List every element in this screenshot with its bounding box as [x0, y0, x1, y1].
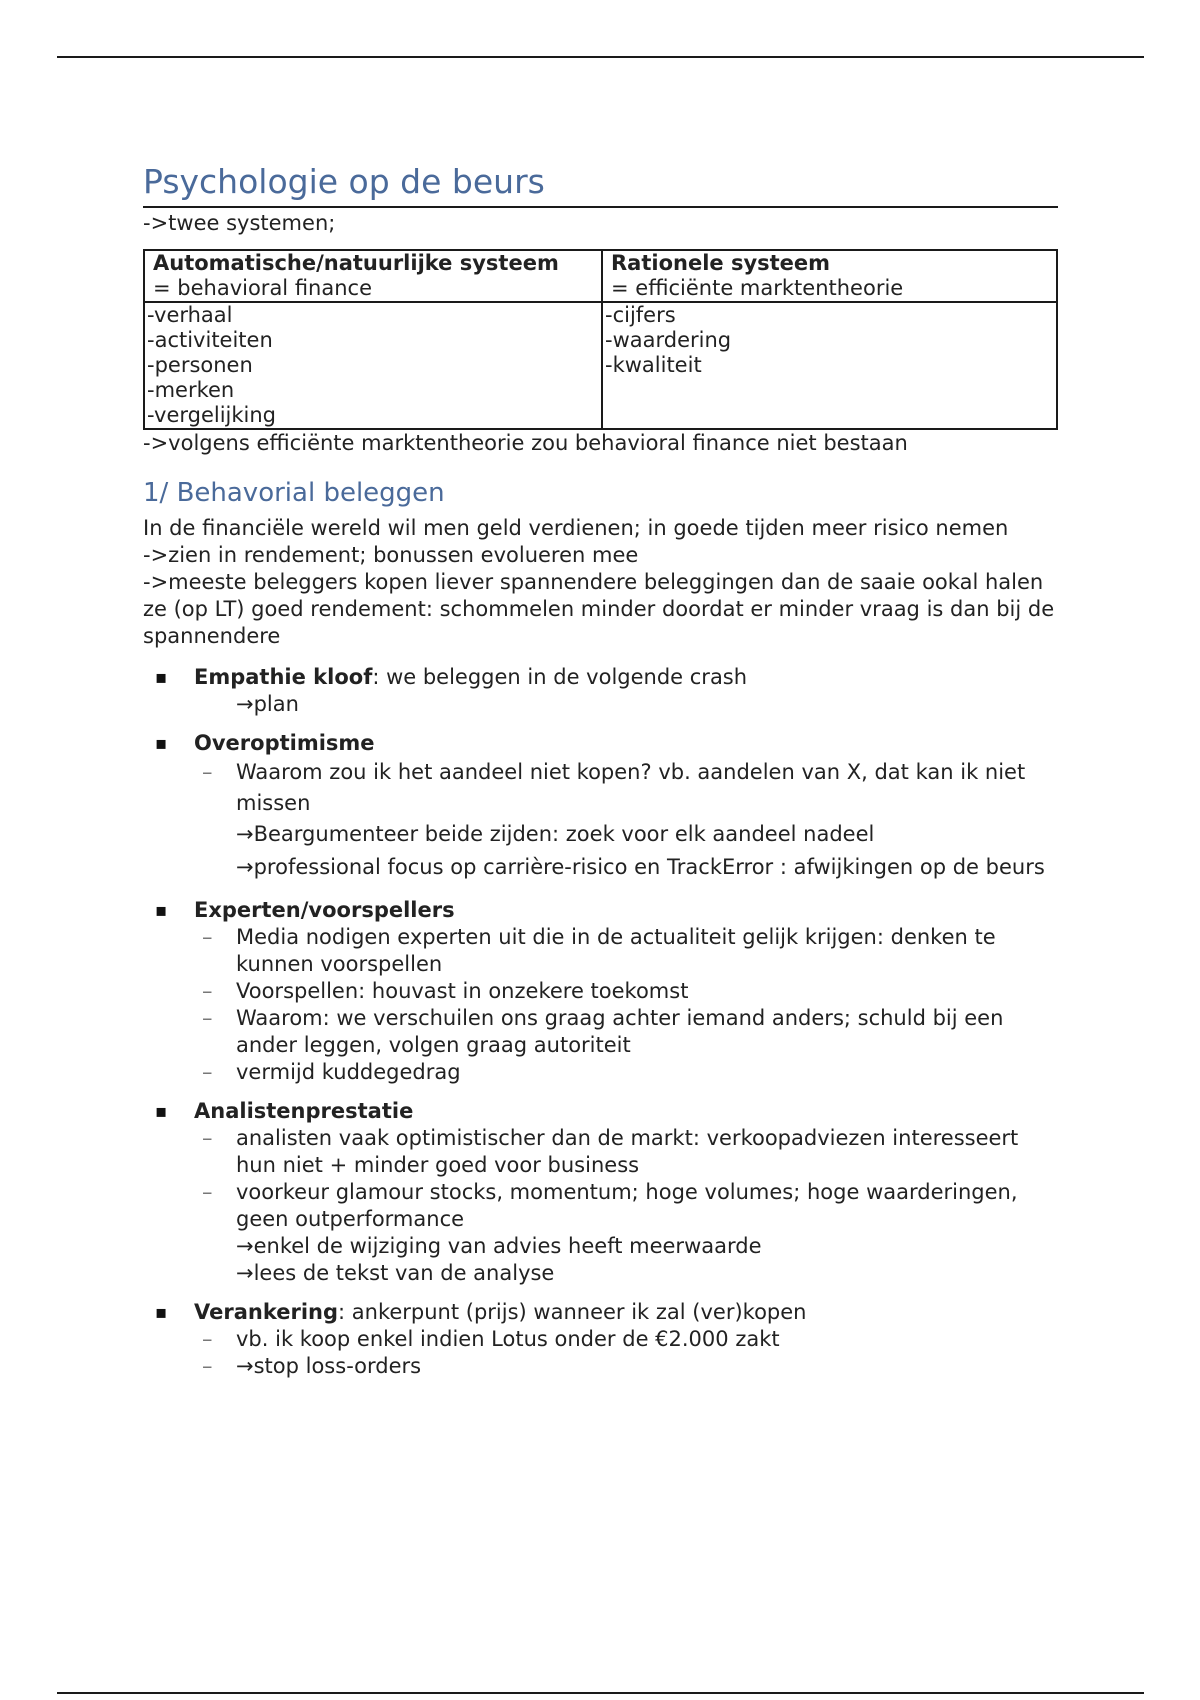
col2-subheading: = efficiënte marktentheorie [611, 276, 904, 300]
list-item: -vergelijking [147, 403, 277, 427]
list-item: -cijfers [605, 303, 676, 327]
dash-text: voorkeur glamour stocks, momentum; hoge volumes; hoge waarderingen, geen outperformance [236, 1180, 1018, 1231]
arrow-line: →plan [236, 692, 299, 716]
bullet-text: : we beleggen in de volgende crash [372, 665, 748, 689]
bullet-heading: Verankering [194, 1300, 339, 1324]
header-rule [57, 56, 1144, 58]
bullet-heading: ▪ Experten/voorspellers [194, 898, 455, 922]
table-header-row [144, 250, 1057, 302]
list-item: -personen [147, 353, 253, 377]
table-body-cell-1 [144, 302, 602, 429]
page-title: Psychologie op de beurs [143, 162, 1058, 208]
bullet-heading: ▪ Analistenprestatie [194, 1099, 414, 1123]
dash-list [194, 924, 1058, 1086]
list-item: -verhaal [147, 303, 233, 327]
list-item: -activiteiten [147, 328, 273, 352]
bullet-heading: ▪ Overoptimisme [194, 731, 375, 755]
list-item: -waardering [605, 328, 732, 352]
bullet-text: : ankerpunt (prijs) wanneer ik zal (ver)kopen [338, 1300, 807, 1324]
document-body [143, 162, 1058, 1392]
dash-item: – Voorspellen: houvast in onzekere toekomst [194, 978, 1058, 1005]
list-item: -kwaliteit [605, 353, 702, 377]
arrow-line: →enkel de wijziging van advies heeft meerwaarde [236, 1234, 762, 1258]
systems-table [143, 249, 1058, 430]
col1-subheading: = behavioral finance [153, 276, 373, 300]
dash-item [194, 757, 1058, 885]
bullet-verankering [143, 1299, 1058, 1380]
dash-text: Waarom zou ik het aandeel niet kopen? vb. aandelen van X, dat kan ik niet missen [236, 760, 1026, 815]
list-item: -merken [147, 378, 235, 402]
arrow-line: →professional focus op carrière-risico en TrackError : afwijkingen op de beurs [236, 855, 1045, 879]
dash-item: – vb. ik koop enkel indien Lotus onder de €2.000 zakt [194, 1326, 1058, 1353]
table-header-cell-2 [602, 250, 1057, 302]
topic-list [143, 664, 1058, 1380]
paragraph: ->zien in rendement; bonussen evolueren mee [143, 543, 639, 567]
bullet-analisten [143, 1098, 1058, 1287]
paragraph: In de financiële wereld wil men geld verdienen; in goede tijden meer risico nemen [143, 516, 1009, 540]
arrow-line: →Beargumenteer beide zijden: zoek voor elk aandeel nadeel [236, 822, 875, 846]
after-table-note: ->volgens efficiënte marktentheorie zou behavioral finance niet bestaan [143, 431, 908, 455]
bullet-heading: Empathie kloof [194, 665, 373, 689]
section-heading: 1/ Behavorial beleggen [143, 478, 445, 508]
arrow-line: →lees de tekst van de analyse [236, 1261, 555, 1285]
paragraph: ->meeste beleggers kopen liever spannendere beleggingen dan de saaie ookal halen ze (op LT) goed rendement: schommelen minder doordat er minder vraag is dan bij de spannendere [143, 570, 1055, 648]
dash-item [194, 1179, 1058, 1287]
dash-list [194, 1125, 1058, 1287]
footer-rule [57, 1692, 1144, 1694]
dash-item: – →stop loss-orders [194, 1353, 1058, 1380]
col1-heading: Automatische/natuurlijke systeem [153, 251, 559, 275]
dash-item: – Media nodigen experten uit die in de actualiteit gelijk krijgen: denken te kunnen voorspellen [194, 924, 1058, 978]
dash-list [194, 757, 1058, 885]
intro-line: ->twee systemen; [143, 211, 336, 235]
dash-item: – Waarom: we verschuilen ons graag achter iemand anders; schuld bij een ander leggen, volgen graag autoriteit [194, 1005, 1058, 1059]
bullet-overoptimisme [143, 730, 1058, 885]
dash-item: – analisten vaak optimistischer dan de markt: verkoopadviezen interesseert hun niet + minder goed voor business [194, 1125, 1058, 1179]
table-body-cell-2 [602, 302, 1057, 429]
bullet-empathie [143, 664, 1058, 718]
table-body-row [144, 302, 1057, 429]
table-header-cell-1 [144, 250, 602, 302]
col2-heading: Rationele systeem [611, 251, 831, 275]
dash-list [194, 1326, 1058, 1380]
dash-item: – vermijd kuddegedrag [194, 1059, 1058, 1086]
bullet-experten [143, 897, 1058, 1086]
